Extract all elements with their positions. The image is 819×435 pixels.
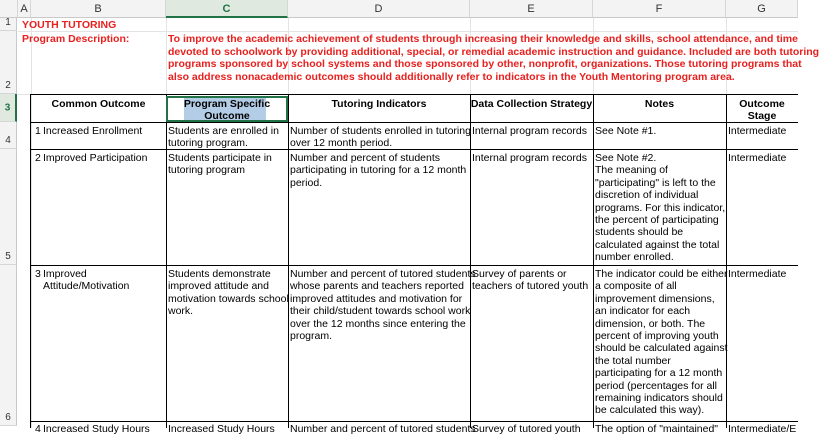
row-2-stage: Intermediate: [728, 152, 787, 164]
header-outcome-stage-2: Stage: [747, 110, 777, 122]
row-4-notes: The option of "maintained": [595, 423, 719, 435]
row-4-stage: Intermediate/E: [728, 423, 797, 435]
corner-select-all[interactable]: [0, 0, 18, 18]
row-1-outcome: Increased Enrollment: [43, 125, 143, 137]
header-common-outcome: Common Outcome: [51, 98, 146, 110]
row-2-specific-1: Students participate in: [168, 152, 272, 164]
row-1-notes: See Note #1.: [595, 125, 657, 137]
row-3-indicator-6: program.: [290, 330, 333, 342]
row-3-notes-11: remaining indicators should: [595, 392, 723, 404]
row-number: 1: [5, 17, 11, 28]
header-data-collection: Data Collection Strategy: [470, 98, 593, 110]
row-4-strategy: Survey of tutored youth: [472, 423, 581, 435]
row-3-notes-2: a composite of all: [595, 280, 677, 293]
row-number: 5: [5, 251, 11, 262]
row-2-notes-2: The meaning of: [595, 164, 668, 177]
header-notes: Notes: [644, 98, 675, 110]
row-header-5[interactable]: [0, 149, 17, 265]
row-3-notes-4: an indicator for each: [595, 305, 691, 318]
row-2-notes-7: students should be: [595, 226, 684, 239]
row-4-indicator: Number and percent of tutored students: [290, 423, 476, 435]
row-4-specific: Increased Study Hours: [168, 423, 275, 435]
row-2-strategy: Internal program records: [472, 152, 587, 164]
row-3-strategy-1: Survey of parents or: [472, 268, 567, 280]
row-4-outcome: Increased Study Hours: [43, 423, 150, 435]
row-3-notes-8: the total number: [595, 354, 671, 367]
row-2-notes-4: discretion of individual: [595, 189, 699, 202]
column-header-c[interactable]: C: [166, 0, 288, 18]
row-2-outcome: Improved Participation: [43, 152, 148, 164]
row-1-specific-2: tutoring program.: [168, 137, 248, 150]
row-2-indicator-2: participating in tutoring for a 12 month: [290, 164, 467, 177]
row-2-number: 2: [35, 152, 41, 164]
row-4-partial: [18, 423, 798, 435]
row-1-indicator-2: over 12 month period.: [290, 137, 393, 150]
row-3-notes-6: percent of improving youth: [595, 330, 719, 342]
row-3-stage: Intermediate: [728, 268, 787, 280]
row-3-specific-1: Students demonstrate: [168, 268, 271, 280]
row-3-notes-7: should be calculated against: [595, 342, 728, 355]
row-2-notes-3: "participating" is left to the: [595, 176, 716, 189]
row-header-4[interactable]: [0, 122, 17, 149]
header-program-specific-2: Outcome: [204, 110, 250, 122]
row-header-3[interactable]: [0, 94, 17, 122]
program-description-line-1: To improve the academic achievement of students through increasing their knowledge and skills, school attendance, and time: [168, 33, 798, 45]
row-number: 3: [4, 102, 11, 113]
row-2-indicator-1: Number and percent of students: [290, 152, 441, 164]
row-3-outcome-1: Improved: [43, 268, 87, 280]
row-3-number: 3: [35, 268, 41, 280]
row-3-notes-3: improvement dimensions,: [595, 292, 715, 305]
program-description-line-3: programs sponsored by school systems and those sponsored by other, nonprofit, organizations. Those tutoring programs that: [168, 58, 802, 70]
row-2-indicator-3: period.: [290, 176, 323, 189]
column-header-g[interactable]: G: [726, 0, 798, 18]
row-3-specific-2: improved attitude and: [168, 280, 269, 293]
row-1-indicator-1: Number of students enrolled in tutoring: [290, 125, 471, 137]
row-3-notes-9: participating for a 12 month: [595, 367, 723, 380]
program-description-line-4: also address nonacademic outcomes should additionally refer to indicators in the Youth Mentoring program area.: [168, 70, 735, 83]
column-header-d[interactable]: D: [288, 0, 470, 18]
row-3-notes-12: be calculated this way).: [595, 404, 705, 417]
program-description-line-2: devoted to schoolwork by providing additional, special, or remedial academic instruction and guidance. Included are both tutoring: [168, 45, 819, 58]
row-number: 2: [5, 80, 11, 91]
column-header-b[interactable]: B: [31, 0, 166, 18]
header-program-specific-1: Program Specific: [183, 98, 271, 110]
row-1-number: 1: [35, 125, 41, 137]
row-2-notes-6: the percent of participating: [595, 214, 719, 226]
row-2-notes-1: See Note #2.: [595, 152, 657, 164]
row-header-6[interactable]: [0, 265, 17, 426]
row-3-indicator-5: over the 12 months since entering the: [290, 317, 466, 330]
column-header-a[interactable]: A: [18, 0, 31, 18]
row-3-specific-4: work.: [168, 305, 194, 318]
header-tutoring-indicators: Tutoring Indicators: [331, 98, 427, 110]
row-3-indicator-4: their child/student towards school work: [290, 305, 471, 318]
row-3-indicator-3: improved attitudes and motivation for: [290, 292, 463, 305]
row-3-indicator-1: Number and percent of tutored students: [290, 268, 476, 280]
row-1-stage: Intermediate: [728, 125, 787, 137]
row-1-specific-1: Students are enrolled in: [168, 125, 279, 137]
row-3-notes-10: period (percentages for all: [595, 379, 717, 392]
row-1-strategy: Internal program records: [472, 125, 587, 137]
row-4-number: 4: [35, 423, 41, 435]
row-3-strategy-2: teachers of tutored youth: [472, 280, 589, 293]
row-number: 4: [5, 135, 11, 146]
row-3-specific-3: motivation towards school: [168, 292, 289, 305]
sheet-title: YOUTH TUTORING: [22, 19, 117, 31]
row-3-indicator-2: whose parents and teachers reported: [290, 280, 464, 293]
row-3-outcome-2: Attitude/Motivation: [43, 280, 130, 293]
row-3-notes-5: dimension, or both. The: [595, 317, 706, 330]
row-2-notes-5: programs. For this indicator,: [595, 201, 726, 214]
column-header-e[interactable]: E: [470, 0, 593, 18]
column-header-f[interactable]: F: [593, 0, 726, 18]
row-2-specific-2: tutoring program: [168, 164, 246, 177]
row-header-1[interactable]: [0, 18, 17, 31]
row-header-2[interactable]: [0, 31, 17, 94]
program-description-label: Program Description:: [22, 33, 130, 45]
row-3-notes-1: The indicator could be either: [595, 268, 728, 280]
row-2-notes-8: calculated against the total: [595, 238, 720, 251]
row-number: 6: [5, 412, 11, 423]
header-outcome-stage-1: Outcome: [739, 98, 785, 110]
row-2-notes-9: number enrolled.: [595, 251, 674, 264]
